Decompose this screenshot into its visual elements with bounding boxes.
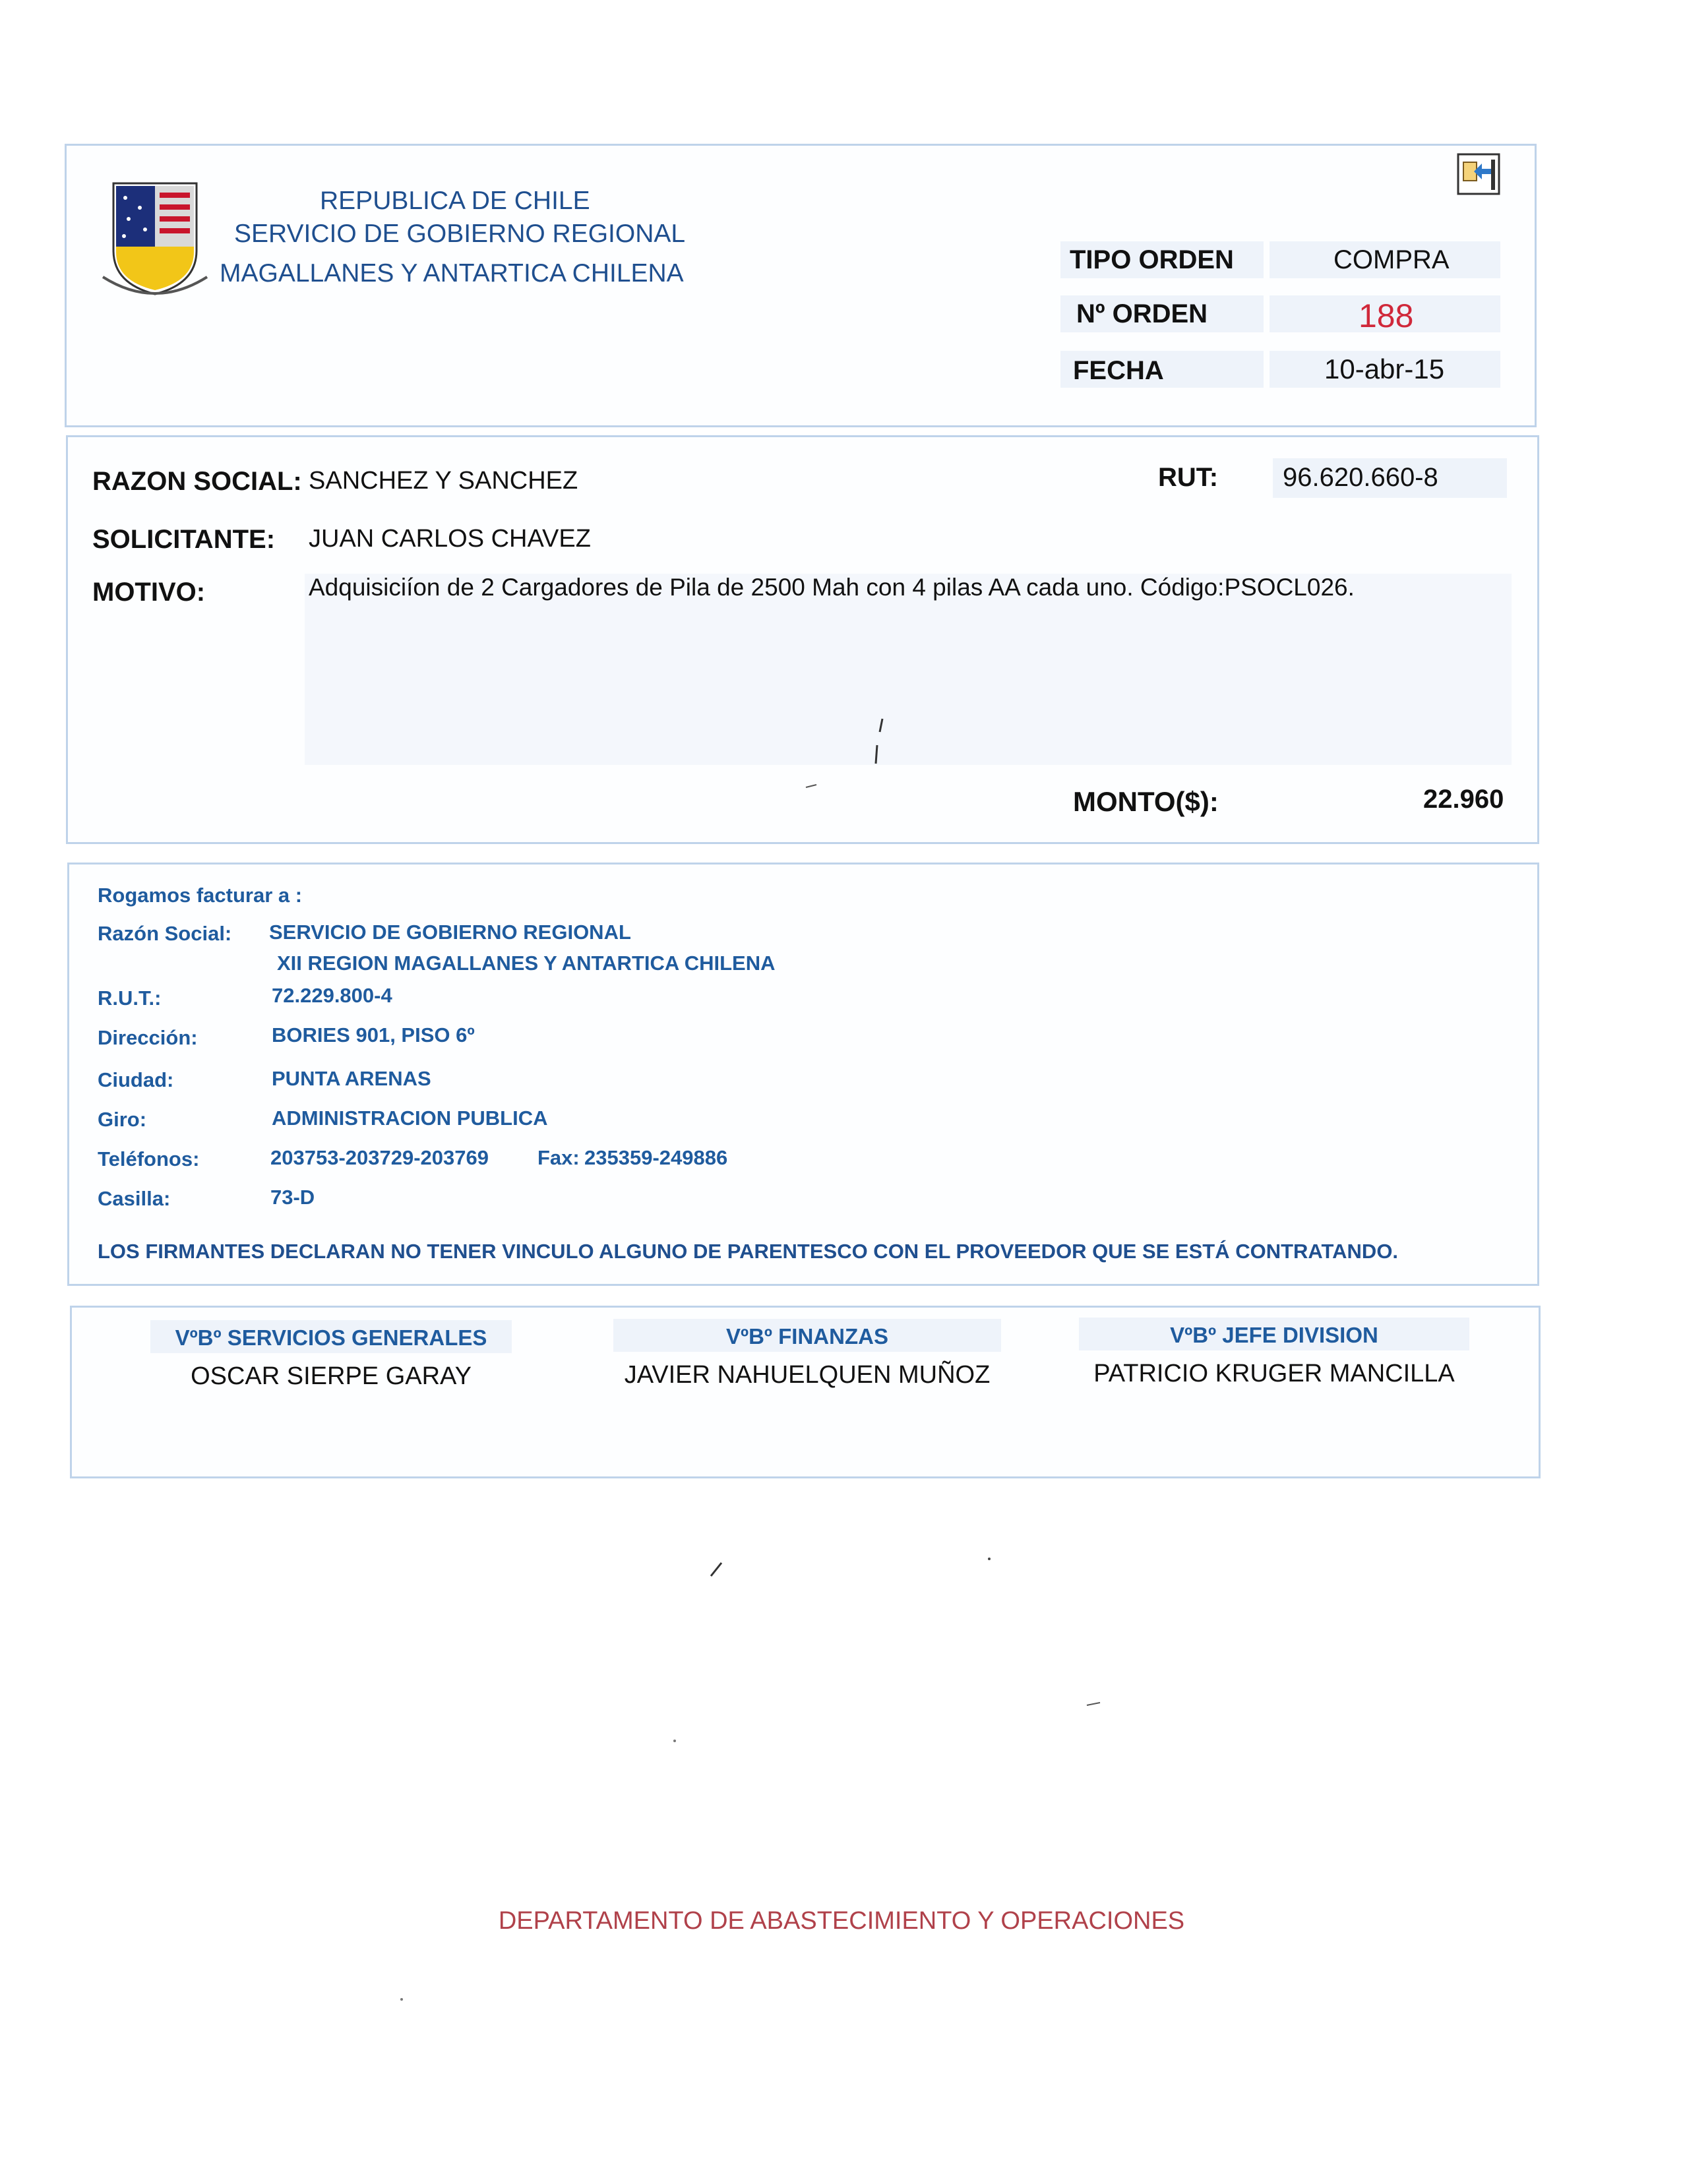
solicitante-label: SOLICITANTE: [92, 525, 276, 554]
billing-value-region: XII REGION MAGALLANES Y ANTARTICA CHILENA [277, 952, 776, 975]
billing-label-casilla: Casilla: [98, 1187, 171, 1210]
billing-value-rut: 72.229.800-4 [272, 984, 392, 1007]
razon-social-value: SANCHEZ Y SANCHEZ [309, 467, 578, 495]
fecha-value: 10-abr-15 [1324, 353, 1445, 384]
signature-2-title: VºBº FINANZAS [726, 1324, 888, 1349]
billing-label-ciudad: Ciudad: [98, 1068, 174, 1091]
billing-label-rut: R.U.T.: [98, 986, 162, 1010]
billing-value-direccion: BORIES 901, PISO 6º [272, 1023, 475, 1046]
num-orden-value: 188 [1359, 297, 1414, 334]
motivo-value: Adquisiciíon de 2 Cargadores de Pila de 2500 Mah con 4 pilas AA cada uno. Código:PSOCL026. [309, 574, 1355, 601]
monto-value: 22.960 [1423, 785, 1504, 814]
razon-social-label: RAZON SOCIAL: [92, 467, 302, 496]
header-line-republica: REPUBLICA DE CHILE [320, 187, 590, 215]
declaration-text: LOS FIRMANTES DECLARAN NO TENER VINCULO ALGUNO DE PARENTESCO CON EL PROVEEDOR QUE SE ESTÁ CONTRATANDO. [98, 1240, 1399, 1263]
billing-fax-label: Fax: [537, 1146, 580, 1169]
signature-1-title: VºBº SERVICIOS GENERALES [175, 1325, 487, 1350]
billing-label-direccion: Dirección: [98, 1026, 198, 1049]
signature-3-title: VºBº JEFE DIVISION [1170, 1323, 1378, 1347]
signature-2-name: JAVIER NAHUELQUEN MUÑOZ [624, 1361, 991, 1389]
monto-label: MONTO($): [1073, 786, 1219, 817]
billing-value-telefonos: 203753-203729-203769 [270, 1146, 489, 1169]
billing-value-razon: SERVICIO DE GOBIERNO REGIONAL [269, 921, 631, 944]
billing-value-casilla: 73-D [270, 1186, 315, 1209]
signature-3-name: PATRICIO KRUGER MANCILLA [1093, 1360, 1455, 1387]
header-line-servicio: SERVICIO DE GOBIERNO REGIONAL [234, 220, 686, 248]
billing-fax-value: 235359-249886 [584, 1146, 728, 1169]
billing-value-giro: ADMINISTRACION PUBLICA [272, 1107, 548, 1130]
signature-1-name: OSCAR SIERPE GARAY [191, 1362, 472, 1390]
rut-value: 96.620.660-8 [1283, 463, 1438, 492]
billing-intro: Rogamos facturar a : [98, 884, 303, 907]
billing-label-telefonos: Teléfonos: [98, 1147, 200, 1170]
billing-label-giro: Giro: [98, 1108, 147, 1131]
motivo-label: MOTIVO: [92, 578, 206, 607]
num-orden-label: Nº ORDEN [1076, 299, 1208, 328]
fecha-label: FECHA [1073, 356, 1164, 385]
header-line-region: MAGALLANES Y ANTARTICA CHILENA [220, 259, 684, 288]
billing-value-ciudad: PUNTA ARENAS [272, 1067, 431, 1090]
solicitante-value: JUAN CARLOS CHAVEZ [309, 525, 591, 553]
tipo-orden-value: COMPRA [1333, 245, 1450, 274]
tipo-orden-label: TIPO ORDEN [1070, 245, 1234, 274]
billing-label-razon: Razón Social: [98, 922, 232, 945]
rut-label: RUT: [1158, 463, 1219, 492]
footer-department: DEPARTAMENTO DE ABASTECIMIENTO Y OPERACIONES [498, 1907, 1185, 1935]
